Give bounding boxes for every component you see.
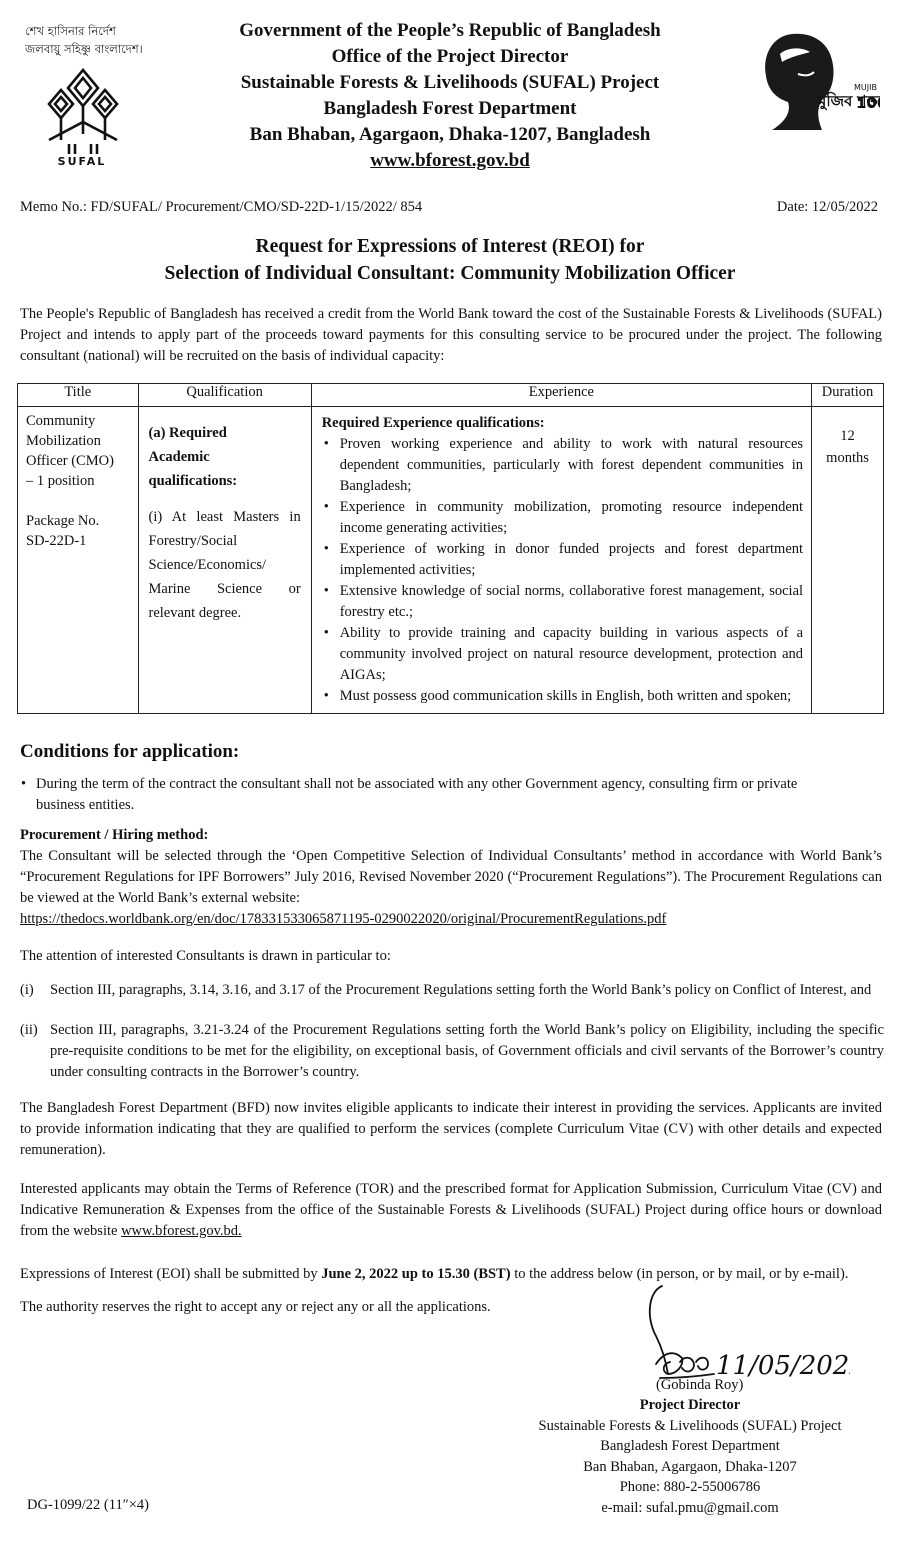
signatory-name: (Gobinda Roy) — [656, 1377, 744, 1393]
item-text: Section III, paragraphs, 3.14, 3.16, and 3.17 of the Procurement Regulations setting forth the World Bank’s policy on Conflict of Interest, and — [50, 982, 872, 998]
mujib-logo-latin: MUJIB — [854, 83, 877, 92]
handwritten-date: 11/05/202 — [716, 1351, 850, 1381]
attention-text: The attention of interested Consultants is drawn in particular to: — [20, 948, 391, 964]
slogan-line-1: শেখ হাসিনার নির্দেশ — [25, 24, 116, 38]
title-line-2: Selection of Individual Consultant: Community Mobilization Officer — [164, 263, 736, 284]
duration-cell — [812, 407, 884, 714]
list-item: • Proven working experience and ability to work with natural resources dependent communities, particularly with forest dependent communities in Bangladesh; — [340, 434, 803, 497]
experience-heading: Required Experience qualifications: — [321, 415, 545, 431]
mujib-logo-text: মুজিব শত — [818, 92, 878, 110]
list-item: • Experience in community mobilization, promoting resource independent income generating activities; — [340, 497, 803, 539]
list-item — [20, 980, 884, 1001]
table-header-row — [18, 384, 884, 407]
procurement-section — [20, 825, 882, 930]
signatory-role: Project Director — [639, 1397, 741, 1413]
procurement-regulations-link[interactable]: https://thedocs.worldbank.org/en/doc/178331533065871195-0290022020/original/ProcurementRegulations.pdf — [20, 911, 667, 927]
letterhead-line-4: Bangladesh Forest Department — [323, 98, 577, 119]
tor-paragraph — [20, 1179, 882, 1242]
item-text: Section III, paragraphs, 3.21-3.24 of the Procurement Regulations setting forth the World Bank’s policy on Eligibility, including the specific pre-requisite conditions to be met for the eligibility, on exceptional basis, of Government officials and civil servants of the Borrower’s country under consulting contracts in the Borrower’s country. — [50, 1022, 884, 1080]
letterhead-line-5: Ban Bhaban, Agargaon, Dhaka-1207, Bangladesh — [249, 124, 651, 145]
eoi-deadline: June 2, 2022 up to 15.30 (BST) — [321, 1266, 511, 1282]
mujib-logo-number: 10 — [856, 94, 877, 112]
table-row — [18, 407, 884, 714]
title-line-1: Request for Expressions of Interest (REOI) for — [255, 236, 645, 257]
procurement-text: The Consultant will be selected through the ‘Open Competitive Selection of Individual Consultants’ method in accordance with World Bank’s “Procurement Regulations for IPF Borrowers” July 2016, Revised November 2020 (“Procurement Regulations”). The Procurement Regulations can be viewed at the World Bank’s external website: — [20, 848, 882, 906]
duration-value: 12 — [840, 428, 855, 444]
conditions-bullet: • During the term of the contract the consultant shall not be associated with any other Government agency, consulting firm or private business entities. — [36, 774, 846, 816]
position-title-cell — [18, 407, 139, 714]
qualification-text: (i) At least Masters in Forestry/Social Science/Economics/ Marine Science or relevant degree. — [148, 509, 301, 621]
list-item: • Extensive knowledge of social norms, collaborative forest management, social forestry etc.; — [340, 581, 803, 623]
signatory-department: Bangladesh Forest Department — [600, 1438, 780, 1454]
notice-title — [100, 233, 800, 287]
intro-paragraph: The People's Republic of Bangladesh has received a credit from the World Bank toward the cost of the Sustainable Forests & Livelihoods (SUFAL) Project and intends to apply part of the proceeds toward payments for this consulting service to be procured under the project. The following consultant (national) will be recruited on the basis of individual capacity: — [20, 306, 882, 364]
title-cell-line: Mobilization — [26, 433, 101, 449]
tor-text: Interested applicants may obtain the Terms of Reference (TOR) and the prescribed format for Application Submission, Curriculum Vitae (CV) and Indicative Remuneration & Expenses from the office of the Sustainable Forests & Livelihoods (SUFAL) Project during office hours or download from the website — [20, 1181, 882, 1239]
column-header-qualification: Qualification — [138, 384, 311, 407]
position-table — [17, 383, 884, 714]
item-number: (i) — [20, 982, 34, 998]
authority-statement: The authority reserves the right to accept any or reject any or all the applications. — [20, 1299, 491, 1315]
title-cell-line: – 1 position — [26, 473, 95, 489]
experience-list — [322, 434, 803, 707]
column-header-experience: Experience — [311, 384, 811, 407]
signatory-email[interactable]: e-mail: sufal.pmu@gmail.com — [601, 1499, 779, 1516]
eoi-suffix: to the address below (in person, or by mail, or by e-mail). — [514, 1266, 849, 1282]
slogan-line-2: জলবায়ু সহিষ্ণু বাংলাদেশ। — [25, 42, 143, 56]
item-number: (ii) — [20, 1022, 38, 1038]
tor-website-link[interactable]: www.bforest.gov.bd. — [121, 1223, 242, 1239]
list-item: • Ability to provide training and capacity building in various aspects of a community involved project on natural resource development, protection and AIGAs; — [340, 623, 803, 686]
list-item: • Experience of working in donor funded projects and forest department implemented activities; — [340, 539, 803, 581]
letterhead — [200, 18, 700, 174]
memo-date: Date: 12/05/2022 — [776, 199, 878, 215]
title-cell-line: Officer (CMO) — [26, 453, 114, 469]
package-label: Package No. — [26, 513, 100, 529]
title-cell-line: Community — [26, 413, 96, 429]
experience-cell — [311, 407, 811, 714]
package-number: SD-22D-1 — [26, 533, 87, 549]
list-item: • Must possess good communication skills in English, both written and spoken; — [340, 686, 803, 707]
signatory-project: Sustainable Forests & Livelihoods (SUFAL) Project — [538, 1417, 842, 1434]
letterhead-line-1: Government of the People’s Republic of Bangladesh — [239, 20, 661, 41]
qualification-heading: (a) Required Academic qualifications: — [148, 425, 238, 489]
signatory-phone: Phone: 880-2-55006786 — [619, 1479, 761, 1495]
list-item — [20, 1020, 884, 1083]
dg-reference: DG-1099/22 (11″×4) — [27, 1497, 150, 1513]
signatory-address: Ban Bhaban, Agargaon, Dhaka-1207 — [583, 1458, 797, 1475]
duration-unit: months — [826, 450, 869, 466]
memo-number: Memo No.: FD/SUFAL/ Procurement/CMO/SD-22D-1/15/2022/ 854 — [20, 199, 423, 215]
qualification-cell — [138, 407, 311, 714]
invitation-paragraph: The Bangladesh Forest Department (BFD) now invites eligible applicants to indicate their interest in providing the services. Applicants are invited to provide information indicating that they are qualified to perform the services (complete Curriculum Vitae (CV) with other details and expected remuneration). — [20, 1100, 882, 1158]
website-link[interactable]: www.bforest.gov.bd — [370, 150, 530, 171]
letterhead-line-3: Sustainable Forests & Livelihoods (SUFAL) Project — [240, 72, 660, 93]
logo-caption: SUFAL — [57, 155, 107, 168]
eoi-prefix: Expressions of Interest (EOI) shall be submitted by — [20, 1266, 318, 1282]
column-header-title: Title — [18, 384, 139, 407]
conditions-heading: Conditions for application: — [20, 741, 240, 762]
signatory-block — [500, 1395, 880, 1518]
column-header-duration: Duration — [812, 384, 884, 407]
mujib-centenary-logo-icon — [752, 24, 880, 134]
letterhead-line-2: Office of the Project Director — [331, 46, 569, 67]
procurement-heading: Procurement / Hiring method: — [20, 827, 209, 843]
bangla-slogan — [25, 22, 143, 58]
